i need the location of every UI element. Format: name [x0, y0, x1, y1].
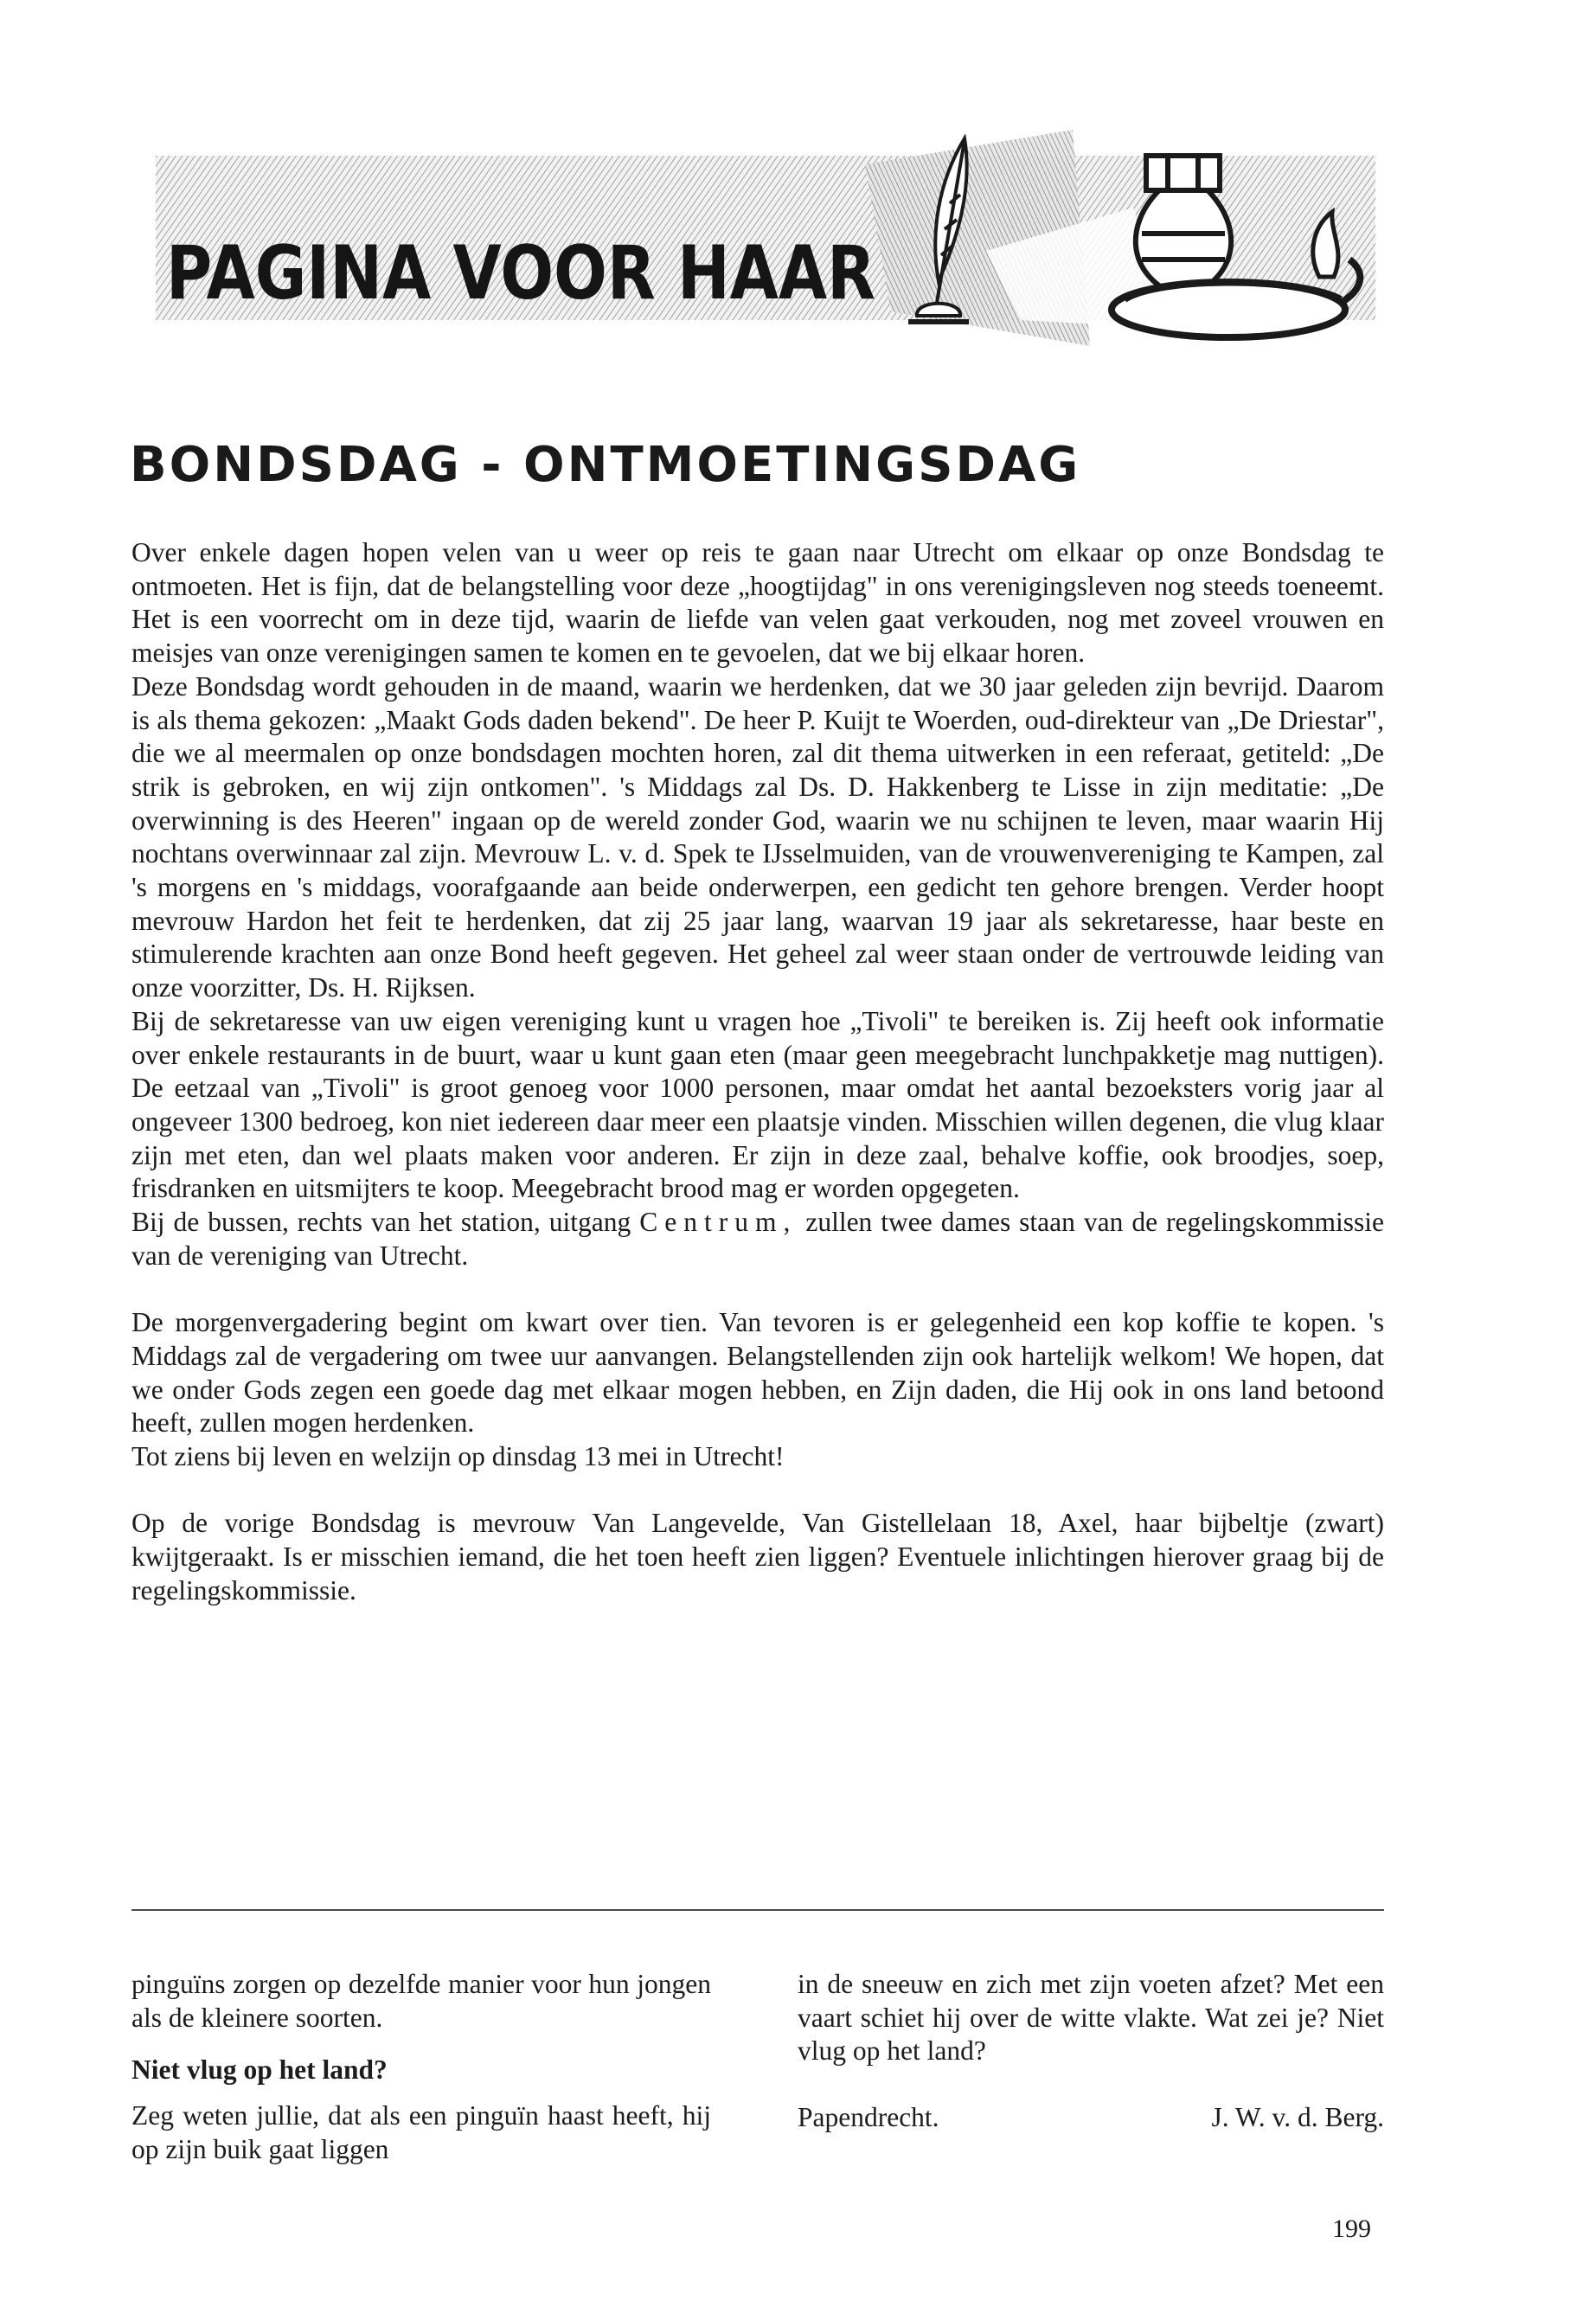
column-subheading: Niet vlug op het land?	[131, 2054, 388, 2086]
page-banner	[156, 130, 1375, 346]
banner-title: PAGINA VOOR HAAR	[166, 230, 875, 317]
penguin-column-left	[131, 1968, 711, 2167]
column-paragraph: Zeg weten jullie, dat als een pinguïn haast heeft, hij op zijn buik gaat liggen	[131, 2100, 711, 2164]
column-paragraph: in de sneeuw en zich met zijn voeten afzet? Met een vaart schiet hij over de witte vlakte. Wat zei je? Niet vlug op het land?	[798, 1969, 1384, 2067]
page-number: 199	[1332, 2214, 1371, 2243]
column-paragraph: pinguïns zorgen op dezelfde manier voor hun jongen als de kleinere soorten.	[131, 1969, 711, 2033]
article-paragraph: Over enkele dagen hopen velen van u weer op reis te gaan naar Utrecht om elkaar op onze Bondsdag te ontmoeten. Het is fijn, dat de belangstelling voor deze „hoogtijdag" in ons verenigingsleven nog steeds toeneemt. Het is een voorrecht om in deze tijd, waarin de liefde van velen gaat verkouden, nog met zoveel vrouwen en meisjes van onze verenigingen samen te komen en te gevoelen, dat we bij elkaar horen.	[131, 537, 1384, 669]
signature-place: Papendrecht.	[798, 2102, 939, 2133]
lost-item-notice: Op de vorige Bondsdag is mevrouw Van Langevelde, Van Gistellelaan 18, Axel, haar bijbeltje (zwart) kwijtgeraakt. Is er misschien iemand, die het toen heeft zien liggen? Eventuele inlichtingen hierover graag bij de regelingskommissie.	[131, 1508, 1384, 1606]
centrum-exit-label: Centrum,	[639, 1207, 798, 1238]
vase-icon	[1136, 156, 1231, 298]
penguin-column-right	[798, 1968, 1384, 2135]
bus-text-after: zullen twee dames staan van de regelingskommissie van de vereniging van Utrecht.	[131, 1207, 1385, 1271]
article-paragraph: Bij de sekretaresse van uw eigen vereniging kunt u vragen hoe „Tivoli" te bereiken is. Zij heeft ook informatie over enkele restaurants in de buurt, waar u kunt gaan eten (maar geen meegebracht lunchpakketje mag nuttigen). De eetzaal van „Tivoli" is groot genoeg voor 1000 personen, maar omdat het aantal bezoeksters vorig jaar al ongeveer 1300 bedroeg, kon niet iedereen daar meer een plaatsje vinden. Misschien willen degenen, die vlug klaar zijn met eten, dan wel plaats maken voor anderen. Er zijn in deze zaal, behalve koffie, ook broodjes, soep, frisdranken en uitsmijters te koop. Meegebracht brood mag er worden opgegeten.	[131, 1005, 1384, 1204]
article-body	[131, 536, 1384, 1607]
section-divider	[131, 1909, 1384, 1911]
article-paragraph	[131, 1206, 1384, 1272]
article-paragraph: De morgenvergadering begint om kwart over tien. Van tevoren is er gelegenheid een kop koffie te kopen. 's Middags zal de vergadering om twee uur aanvangen. Belangstellenden zijn ook hartelijk welkom! We hopen, dat we onder Gods zegen een goede dag met elkaar mogen hebben, en Zijn daden, die Hij ook in ons land betoond heeft, zullen mogen herdenken.	[131, 1307, 1384, 1439]
bus-text-before: Bij de bussen, rechts van het station, uitgang	[131, 1207, 631, 1238]
signature-line	[798, 2101, 1384, 2135]
article-paragraph: Tot ziens bij leven en welzijn op dinsdag 13 mei in Utrecht!	[131, 1440, 785, 1471]
signature-author: J. W. v. d. Berg.	[1211, 2102, 1384, 2133]
article-paragraph: Deze Bondsdag wordt gehouden in de maand, waarin we herdenken, dat we 30 jaar geleden zijn bevrijd. Daarom is als thema gekozen: „Maakt Gods daden bekend". De heer P. Kuijt te Woerden, oud-direkteur van „De Driestar", die we al meermalen op onze bondsdagen mochten horen, zal dit thema uitwerken in een referaat, getiteld: „De strik is gebroken, en wij zijn ontkomen". 's Middags zal Ds. D. Hakkenberg te Lisse in zijn meditatie: „De overwinning is des Heeren" ingaan op de wereld zonder God, waarin we nu schijnen te leven, maar waarin Hij nochtans overwinnaar zal zijn. Mevrouw L. v. d. Spek te IJsselmuiden, van de vrouwenvereniging te Kampen, zal 's morgens en 's middags, voorafgaande aan beide onderwerpen, een gedicht ten gehore brengen. Verder hoopt mevrouw Hardon het feit te herdenken, dat zij 25 jaar lang, waarvan 19 jaar als sekretaresse, haar beste en stimulerende krachten aan onze Bond heeft gegeven. Het geheel zal weer staan onder de vertrouwde leiding van onze voorzitter, Ds. H. Rijksen.	[131, 670, 1384, 1003]
article-headline: BONDSDAG - ONTMOETINGSDAG	[130, 437, 1081, 493]
